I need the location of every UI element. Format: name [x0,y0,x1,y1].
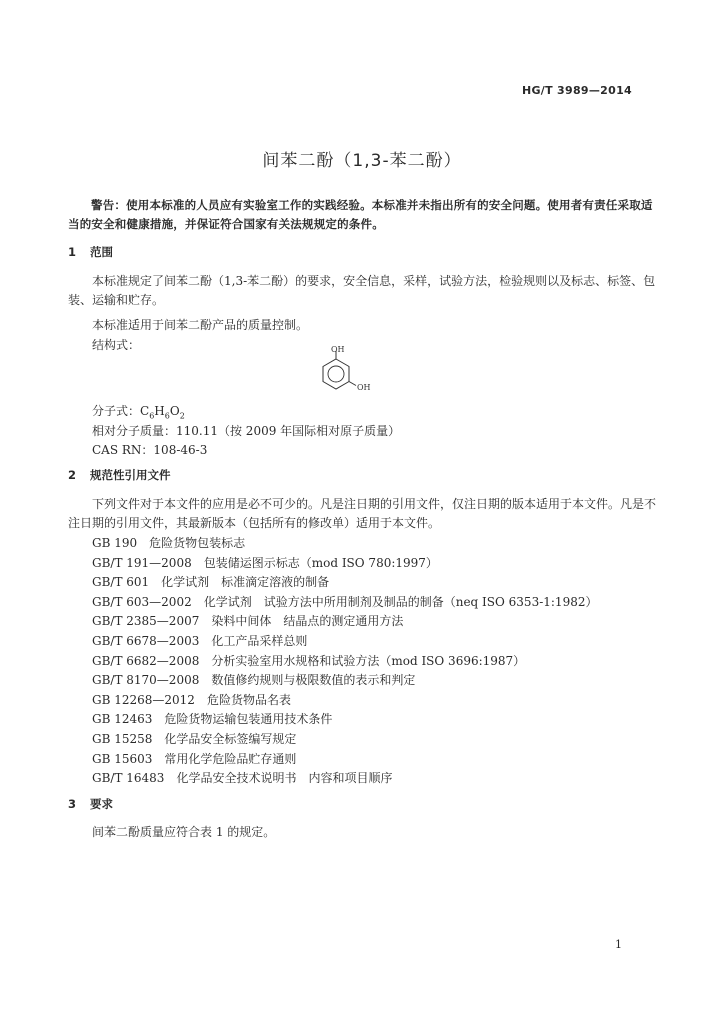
formula-subscript: 6 [164,411,170,421]
reference-code: GB/T 601 [92,575,150,590]
reference-code: GB/T 603—2002 [92,594,192,609]
cas-number: CAS RN：108-46-3 [92,443,208,457]
section-title: 规范性引用文件 [90,468,171,482]
reference-title: 包装储运图示标志（mod ISO 780:1997） [203,555,438,570]
reference-item [92,632,307,649]
reference-item [92,750,296,767]
section-1-heading [68,244,113,260]
reference-title: 化学试剂 试验方法中所用制剂及制品的制备（neq ISO 6353-1:1982） [203,594,598,609]
reference-code: GB 190 [92,536,138,550]
reference-item [92,730,296,747]
section-number: 3 [68,797,77,811]
formula-label: 分子式： [92,404,141,418]
section-2-heading [68,467,171,483]
reference-code: GB/T 191—2008 [92,555,192,570]
document-title: 间苯二酚（1,3-苯二酚） [262,151,462,171]
reference-code: GB 12463 [92,712,153,727]
molecular-formula [92,402,185,420]
hydroxyl-right-label: OH [357,383,371,392]
reference-code: GB 15258 [92,732,153,746]
reference-title: 危险货物包装标志 [149,536,246,550]
section-number: 2 [68,468,77,482]
reference-title: 危险货物品名表 [206,692,291,707]
reference-item [92,652,525,669]
section-title: 要求 [90,797,113,811]
reference-item [92,534,245,551]
reference-title: 数值修约规则与极限数值的表示和判定 [211,673,416,688]
reference-title: 危险货物运输包装通用技术条件 [164,712,333,727]
formula-subscript: 6 [149,411,155,421]
reference-code: GB/T 6678—2003 [92,634,200,648]
page-number: 1 [615,938,622,951]
reference-title: 分析实验室用水规格和试验方法（mod ISO 3696:1987） [211,653,526,668]
reference-code: GB/T 8170—2008 [92,673,200,688]
reference-code: GB/T 16483 [92,771,165,786]
formula-subscript: 2 [179,411,185,421]
reference-item [92,691,291,708]
scope-paragraph: 本标准规定了间苯二酚（1,3-苯二酚）的要求，安全信息，采样，试验方法，检验规则以及标志、标签、包装、运输和贮存。 [68,274,656,307]
reference-item [92,769,392,786]
formula-element: O [169,404,180,418]
reference-item [92,671,415,688]
applicability-paragraph: 本标准适用于间苯二酚产品的质量控制。 [92,318,309,332]
structural-formula [316,346,406,406]
reference-code: GB/T 2385—2007 [92,614,200,629]
reference-item [92,554,438,571]
relative-molecular-mass: 相对分子质量：110.11（按 2009 年国际相对原子质量） [92,424,401,438]
reference-code: GB 12268—2012 [92,692,195,707]
reference-title: 化学品安全标签编写规定 [164,732,297,746]
reference-item [92,612,403,629]
reference-code: GB/T 6682—2008 [92,653,200,668]
formula-element: H [154,404,165,418]
reference-title: 常用化学危险品贮存通则 [164,751,297,766]
reference-title: 化学品安全技术说明书 内容和项目顺序 [176,771,393,786]
reference-item [92,710,332,727]
section-title: 范围 [90,245,113,259]
references-intro: 下列文件对于本文件的应用是必不可少的。凡是注日期的引用文件，仅注日期的版本适用于本文件。凡是不注日期的引用文件，其最新版本（包括所有的修改单）适用于本文件。 [68,497,657,530]
formula-element: C [140,404,150,418]
reference-item [92,593,597,610]
structure-label: 结构式： [92,338,141,352]
reference-item [92,573,329,590]
reference-title: 化工产品采样总则 [211,634,308,648]
section-3-heading [68,796,113,812]
standard-code: HG/T 3989—2014 [521,84,632,97]
reference-title: 染料中间体 结晶点的测定通用方法 [211,614,404,629]
reference-title: 化学试剂 标准滴定溶液的制备 [161,575,330,590]
section-number: 1 [68,245,77,259]
hydroxyl-top-label: OH [331,346,345,354]
safety-warning: 警告：使用本标准的人员应有实验室工作的实践经验。本标准并未指出所有的安全问题。使用者有责任采取适当的安全和健康措施，并保证符合国家有关法规规定的条件。 [68,198,653,231]
requirements-paragraph: 间苯二酚质量应符合表 1 的规定。 [92,825,276,839]
reference-code: GB 15603 [92,751,153,766]
